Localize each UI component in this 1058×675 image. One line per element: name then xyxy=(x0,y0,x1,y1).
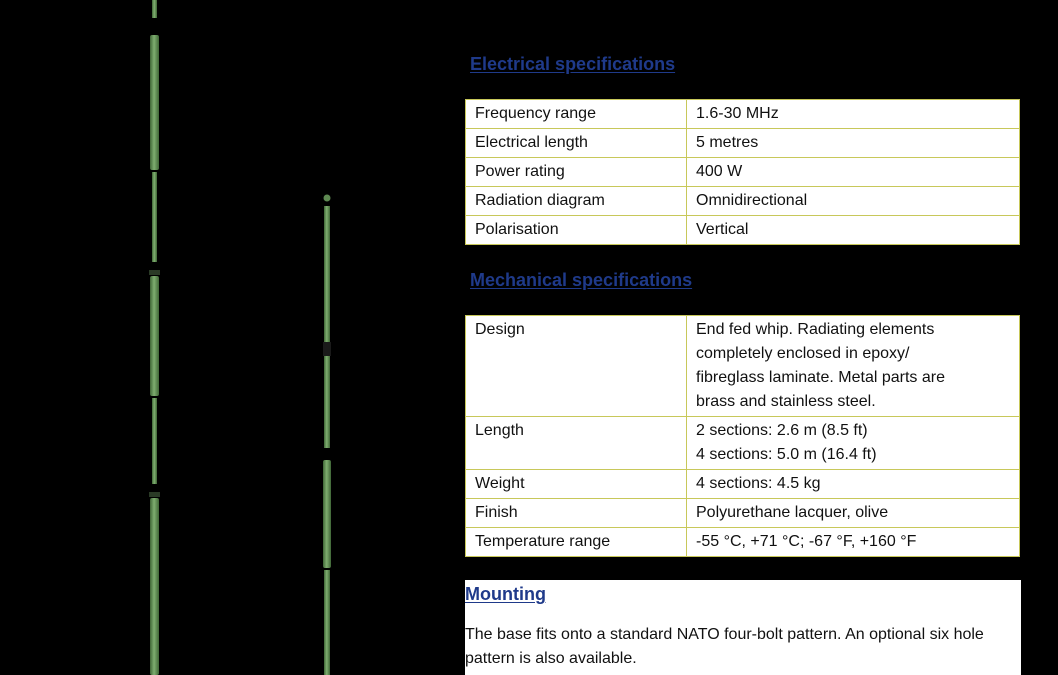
spec-label: Electrical length xyxy=(466,129,687,158)
mechanical-specifications-table xyxy=(465,315,1020,557)
spec-value: Omnidirectional xyxy=(687,187,1020,216)
table-row xyxy=(466,129,1020,158)
table-row xyxy=(466,100,1020,129)
mounting-section xyxy=(465,580,1021,675)
spec-label: Finish xyxy=(466,499,687,528)
spec-value: 5 metres xyxy=(687,129,1020,158)
spec-label: Temperature range xyxy=(466,528,687,557)
spec-value: End fed whip. Radiating elements completely enclosed in epoxy/ fibreglass laminate. Metal parts are brass and stainless steel. xyxy=(687,316,1020,417)
spec-value: 1.6-30 MHz xyxy=(687,100,1020,129)
mounting-title: Mounting xyxy=(465,584,546,604)
spec-label: Length xyxy=(466,417,687,470)
mounting-text: The base fits onto a standard NATO four-bolt pattern. An optional six hole pattern is also available. xyxy=(465,626,984,667)
spec-label: Frequency range xyxy=(466,100,687,129)
table-row xyxy=(466,499,1020,528)
electrical-specifications-table xyxy=(465,99,1020,245)
spec-label: Radiation diagram xyxy=(466,187,687,216)
spec-label: Weight xyxy=(466,470,687,499)
spec-label: Polarisation xyxy=(466,216,687,245)
antenna-two-sections xyxy=(323,195,331,675)
spec-label: Power rating xyxy=(466,158,687,187)
spec-value: 400 W xyxy=(687,158,1020,187)
antenna-four-sections xyxy=(149,0,160,675)
table-row xyxy=(466,187,1020,216)
table-row xyxy=(466,417,1020,470)
table-row xyxy=(466,528,1020,557)
spec-value: -55 °C, +71 °C; -67 °F, +160 °F xyxy=(687,528,1020,557)
spec-value: Vertical xyxy=(687,216,1020,245)
table-row xyxy=(466,316,1020,417)
spec-value: Polyurethane lacquer, olive xyxy=(687,499,1020,528)
table-row xyxy=(466,470,1020,499)
electrical-specifications-title: Electrical specifications xyxy=(470,54,676,74)
spec-value: 4 sections: 4.5 kg xyxy=(687,470,1020,499)
table-row xyxy=(466,158,1020,187)
spec-label: Design xyxy=(466,316,687,417)
mechanical-specifications-title: Mechanical specifications xyxy=(470,270,693,290)
antenna-illustration xyxy=(0,0,460,675)
spec-value: 2 sections: 2.6 m (8.5 ft) 4 sections: 5.0 m (16.4 ft) xyxy=(687,417,1020,470)
table-row xyxy=(466,216,1020,245)
